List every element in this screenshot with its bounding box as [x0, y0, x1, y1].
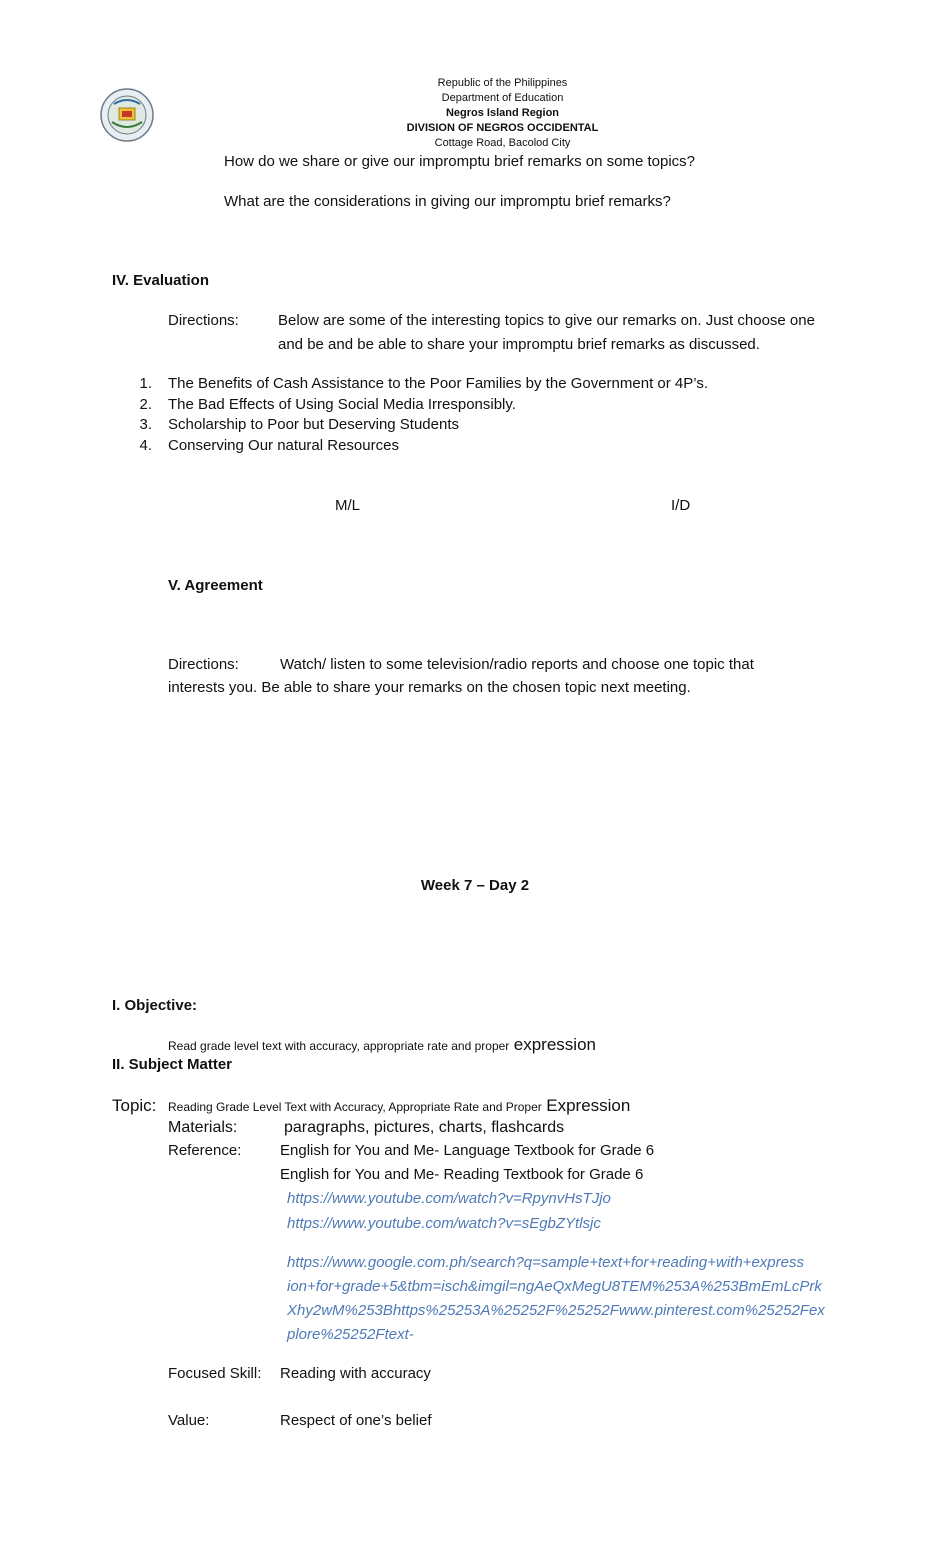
evaluation-directions-line-1: Below are some of the interesting topics to give our remarks on. Just choose one — [278, 312, 815, 329]
list-item-number: 4. — [139, 437, 152, 454]
objective-text-large: expression — [513, 1035, 596, 1054]
subject-matter-heading: II. Subject Matter — [112, 1056, 233, 1073]
reference-item: English for You and Me- Language Textbook for Grade 6 — [280, 1142, 655, 1159]
value-value: Respect of one’s belief — [280, 1412, 432, 1429]
google-link-line[interactable]: Xhy2wM%253Bhttps%25253A%25252F%25252Fwww.pinterest.com%25252Fex — [287, 1302, 825, 1319]
reference-label: Reference: — [168, 1142, 242, 1159]
agreement-directions-line-2: interests you. Be able to share your remarks on the chosen topic next meeting. — [168, 679, 691, 696]
question-1: How do we share or give our impromptu brief remarks on some topics? — [224, 153, 696, 170]
list-item: Conserving Our natural Resources — [168, 437, 399, 454]
list-item: The Benefits of Cash Assistance to the Poor Families by the Government or 4P’s. — [168, 375, 708, 392]
topic-value-large: Expression — [546, 1096, 631, 1115]
list-item-number: 3. — [139, 416, 152, 433]
agreement-directions-line-1: Watch/ listen to some television/radio reports and choose one topic that — [280, 656, 754, 673]
focused-skill-value: Reading with accuracy — [280, 1365, 431, 1382]
agreement-directions-label: Directions: — [168, 656, 239, 673]
letterhead — [360, 76, 645, 151]
reference-item: English for You and Me- Reading Textbook for Grade 6 — [280, 1166, 644, 1183]
objective-text — [168, 1035, 596, 1055]
google-link-line[interactable]: https://www.google.com.ph/search?q=sample+text+for+reading+with+express — [287, 1254, 804, 1271]
objective-text-small: Read grade level text with accuracy, appropriate rate and proper — [168, 1039, 510, 1053]
deped-division-seal — [100, 88, 154, 142]
topic-value-small: Reading Grade Level Text with Accuracy, Appropriate Rate and Proper — [168, 1100, 542, 1114]
materials-value: paragraphs, pictures, charts, flashcards — [284, 1119, 565, 1136]
letterhead-line-address: Cottage Road, Bacolod City — [434, 137, 571, 149]
list-item: Scholarship to Poor but Deserving Students — [168, 416, 459, 433]
week-title: Week 7 – Day 2 — [420, 877, 530, 894]
list-item-number: 1. — [139, 375, 152, 392]
id-label: I/D — [671, 497, 691, 514]
youtube-link-1[interactable]: https://www.youtube.com/watch?v=RpynvHsTJjo — [287, 1190, 611, 1207]
youtube-link-2[interactable]: https://www.youtube.com/watch?v=sEgbZYtlsjc — [287, 1215, 601, 1232]
letterhead-line-region: Negros Island Region — [445, 107, 560, 119]
question-2: What are the considerations in giving our impromptu brief remarks? — [224, 193, 671, 210]
topic-line — [112, 1096, 156, 1116]
topic-label: Topic: — [112, 1096, 157, 1115]
evaluation-directions-label: Directions: — [168, 312, 239, 329]
letterhead-line-division: DIVISION OF NEGROS OCCIDENTAL — [406, 122, 599, 134]
focused-skill-label: Focused Skill: — [168, 1365, 262, 1382]
evaluation-heading: IV. Evaluation — [112, 272, 209, 289]
value-label: Value: — [168, 1412, 210, 1429]
ml-label: M/L — [335, 497, 361, 514]
topic-value — [168, 1096, 630, 1116]
evaluation-directions-line-2: and be and be able to share your impromptu brief remarks as discussed. — [278, 336, 760, 353]
objective-heading: I. Objective: — [112, 997, 198, 1014]
list-item: The Bad Effects of Using Social Media Irresponsibly. — [168, 396, 516, 413]
agreement-heading: V. Agreement — [168, 577, 263, 594]
google-link-line[interactable]: plore%25252Ftext- — [287, 1326, 414, 1343]
letterhead-line-department: Department of Education — [441, 92, 564, 104]
materials-label: Materials: — [168, 1119, 238, 1136]
google-link-line[interactable]: ion+for+grade+5&tbm=isch&imgil=ngAeQxMegU8TEM%253A%253BmEmLcPrk — [287, 1278, 822, 1295]
letterhead-line-republic: Republic of the Philippines — [437, 77, 568, 89]
list-item-number: 2. — [139, 396, 152, 413]
